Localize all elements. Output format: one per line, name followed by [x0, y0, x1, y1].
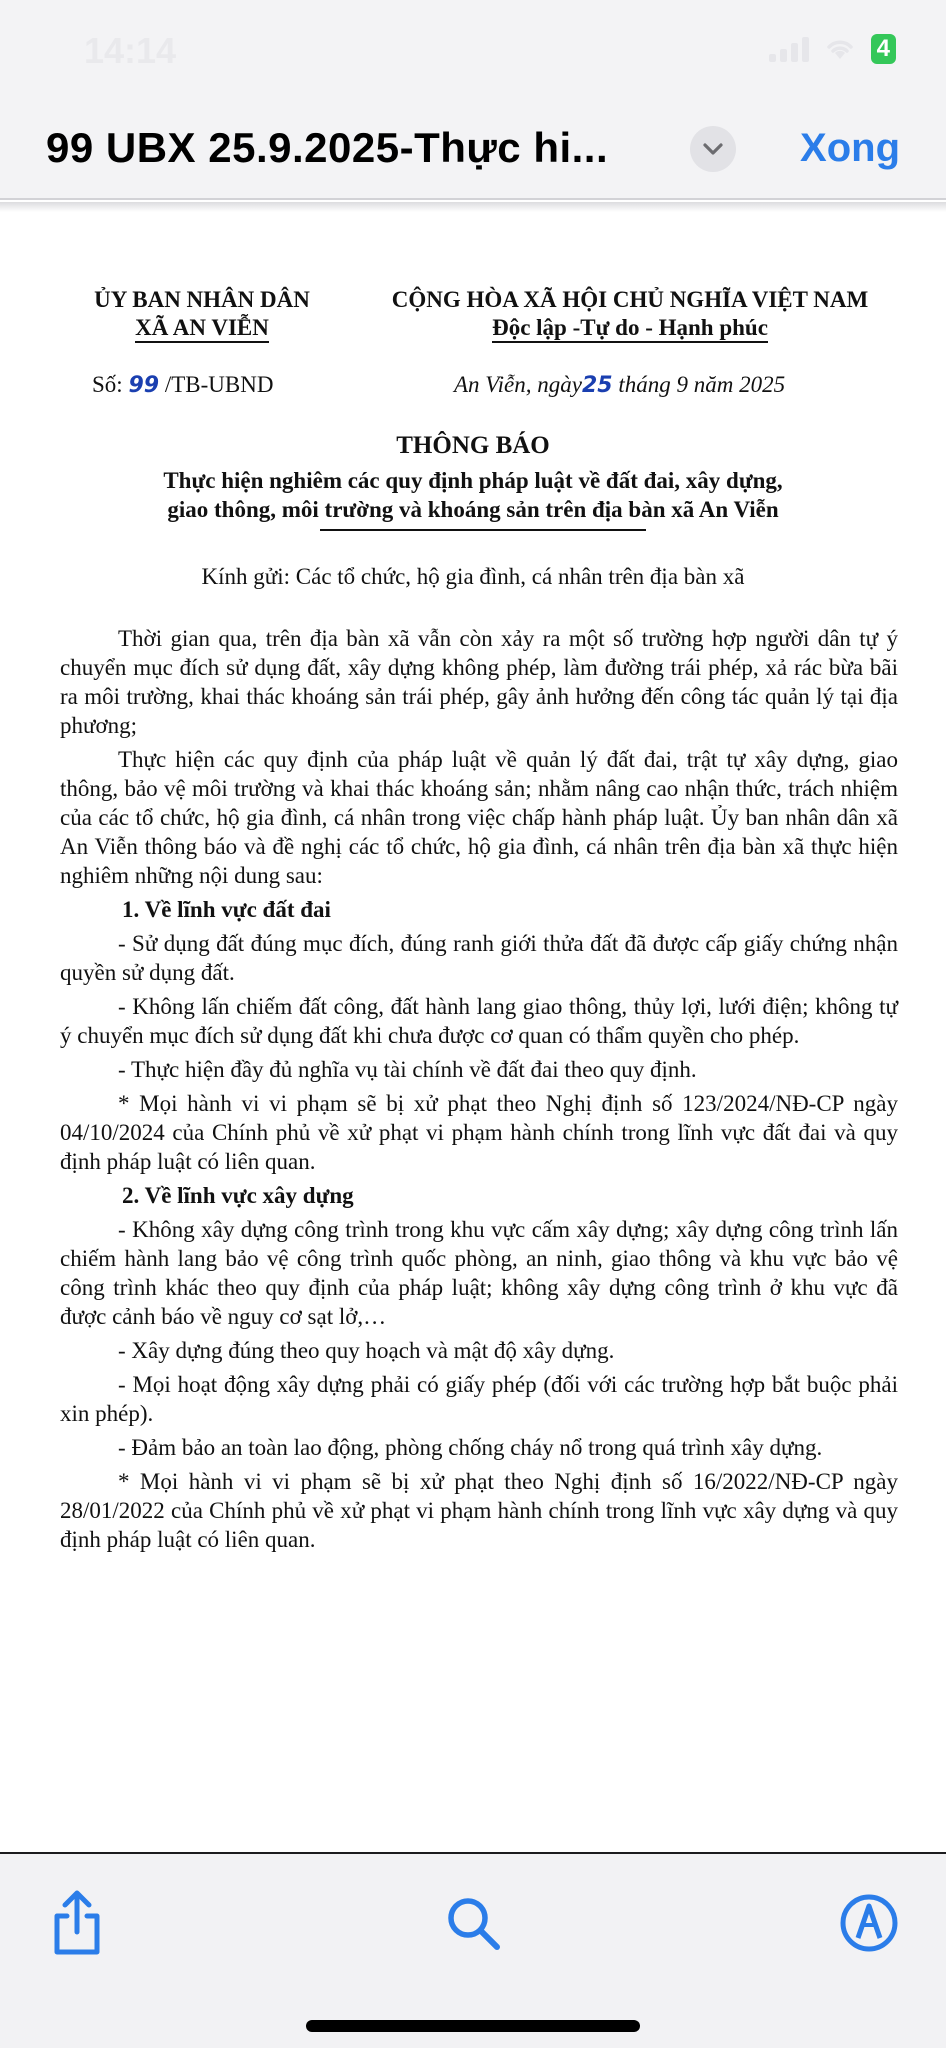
notice-body — [60, 624, 898, 1559]
so-number-handwritten: 99 — [128, 373, 160, 398]
issuer-block — [78, 286, 326, 342]
country-name: CỘNG HÒA XÃ HỘI CHỦ NGHĨA VIỆT NAM — [391, 287, 869, 312]
document-title[interactable]: 99 UBX 25.9.2025-Thực hi... — [46, 124, 609, 171]
date-prefix: An Viễn, ngày — [454, 372, 582, 397]
section-2-bullet-3: - Mọi hoạt động xây dựng phải có giấy phép (đối với các trường hợp bắt buộc phải xin phép). — [60, 1372, 898, 1426]
nav-bar — [0, 100, 946, 200]
markup-icon — [838, 1892, 900, 1954]
status-bar — [0, 0, 946, 100]
motto: Độc lập -Tự do - Hạnh phúc — [492, 315, 768, 343]
wifi-icon — [825, 38, 855, 60]
issuer-line1: ỦY BAN NHÂN DÂN — [94, 287, 310, 312]
status-time: 14:14 — [84, 30, 177, 71]
section-1-note: * Mọi hành vi vi phạm sẽ bị xử phạt theo Nghị định số 123/2024/NĐ-CP ngày 04/10/2024 của Chính phủ về xử phạt vi phạm hành chính trong lĩnh vực đất đai và quy định pháp luật có liên quan. — [60, 1091, 898, 1174]
share-icon — [47, 1890, 107, 1956]
section-1-bullet-2: - Không lấn chiếm đất công, đất hành lang giao thông, thủy lợi, lưới điện; không tự ý chuyển mục đích sử dụng đất khi chưa được cơ quan có thẩm quyền cho phép. — [60, 994, 898, 1048]
national-motto-block — [370, 286, 890, 342]
addressee: Kính gửi: Các tổ chức, hộ gia đình, cá nhân trên địa bàn xã — [201, 564, 745, 589]
so-label: Số: — [92, 372, 123, 397]
paragraph-1: Thời gian qua, trên địa bàn xã vẫn còn xảy ra một số trường hợp người dân tự ý chuyển mục đích sử dụng đất, xây dựng không phép, làm đường trái phép, xả rác bừa bãi ra môi trường, khai thác khoáng sản trái phép, gây ảnh hưởng đến công tác quản lý tại địa phương; — [60, 626, 898, 738]
subject-line1: Thực hiện nghiêm các quy định pháp luật về đất đai, xây dựng, — [163, 468, 783, 493]
section-2-heading: 2. Về lĩnh vực xây dựng — [122, 1183, 354, 1208]
title-menu-button[interactable] — [690, 126, 736, 172]
search-icon — [443, 1893, 503, 1953]
search-button[interactable] — [438, 1888, 508, 1958]
date-day-handwritten: 25 — [581, 373, 613, 398]
cellular-signal-icon — [769, 36, 809, 62]
date-suffix: tháng 9 năm 2025 — [618, 372, 786, 397]
markup-button[interactable] — [834, 1888, 904, 1958]
battery-icon: 4 — [871, 34, 896, 64]
document-number — [92, 372, 273, 398]
paragraph-2: Thực hiện các quy định của pháp luật về quản lý đất đai, trật tự xây dựng, giao thông, bảo vệ môi trường và khai thác khoáng sản; nhằm nâng cao nhận thức, trách nhiệm của các tổ chức, hộ gia đình, cá nhân trong việc chấp hành pháp luật. Ủy ban nhân dân xã An Viễn thông báo và đề nghị các tổ chức, hộ gia đình, cá nhân trên địa bàn xã thực hiện nghiêm những nội dung sau: — [60, 747, 898, 888]
section-2-bullet-1: - Không xây dựng công trình trong khu vực cấm xây dựng; xây dựng công trình lấn chiếm hành lang bảo vệ công trình quốc phòng, an ninh, giao thông và khu vực bảo vệ công trình khác theo quy định của pháp luật; không xây dựng công trình ở khu vực đã được cảnh báo về nguy cơ sạt lở,… — [60, 1217, 898, 1329]
subject-underline — [320, 529, 646, 531]
document-page[interactable] — [0, 212, 946, 1852]
home-indicator[interactable] — [306, 2020, 640, 2032]
issuer-line2: XÃ AN VIỄN — [135, 315, 269, 343]
section-2-bullet-4: - Đảm bảo an toàn lao động, phòng chống cháy nổ trong quá trình xây dựng. — [118, 1435, 823, 1460]
notice-title: THÔNG BÁO — [396, 432, 550, 459]
so-suffix: /TB-UBND — [164, 372, 274, 397]
section-1-bullet-3: - Thực hiện đầy đủ nghĩa vụ tài chính về đất đai theo quy định. — [118, 1057, 697, 1082]
section-2-bullet-2: - Xây dựng đúng theo quy hoạch và mật độ xây dựng. — [118, 1338, 615, 1363]
section-1-heading: 1. Về lĩnh vực đất đai — [122, 897, 331, 922]
nav-divider — [0, 202, 946, 212]
notice-subject — [100, 466, 846, 524]
section-1-bullet-1: - Sử dụng đất đúng mục đích, đúng ranh giới thửa đất đã được cấp giấy chứng nhận quyền sử dụng đất. — [60, 931, 898, 985]
subject-line2: giao thông, môi trường và khoáng sản trên địa bàn xã An Viễn — [167, 497, 779, 522]
chevron-down-icon — [702, 142, 724, 156]
section-2-note: * Mọi hành vi vi phạm sẽ bị xử phạt theo Nghị định số 16/2022/NĐ-CP ngày 28/01/2022 của Chính phủ về xử phạt vi phạm hành chính trong lĩnh vực xây dựng và quy định pháp luật có liên quan. — [60, 1469, 898, 1552]
document-date — [454, 372, 785, 398]
status-indicators — [769, 34, 896, 64]
share-button[interactable] — [42, 1888, 112, 1958]
done-button[interactable]: Xong — [800, 126, 900, 170]
bottom-toolbar — [0, 1852, 946, 2048]
